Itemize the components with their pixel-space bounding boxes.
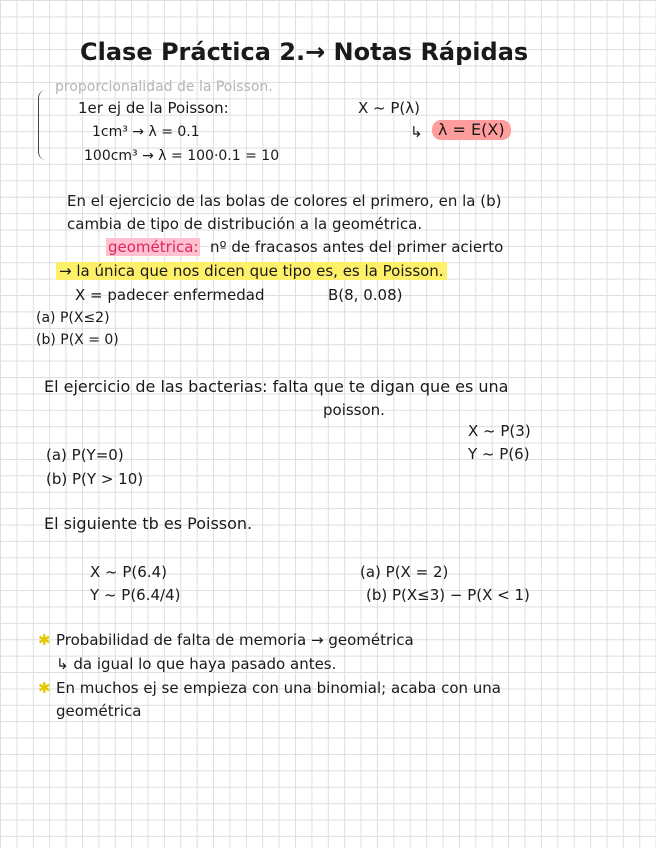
arrow-glyph: ↳ (410, 123, 423, 141)
bacterias-xdist: X ~ P(3) (468, 422, 531, 440)
geometrica-definition: nº de fracasos antes del primer acierto (210, 238, 504, 256)
star-icon: ✱ (38, 679, 51, 697)
poisson-line-3: 100cm³ → λ = 100·0.1 = 10 (84, 148, 280, 164)
bacterias-line-1: El ejercicio de las bacterias: falta que te digan que es una (44, 377, 509, 396)
poisson-line-1: 1er ej de la Poisson: (78, 99, 229, 117)
geometrica-label: geométrica: (108, 238, 199, 256)
poisson-dist: X ~ P(λ) (358, 99, 421, 117)
bolas-item-b: (b) P(X = 0) (36, 332, 119, 348)
note-2: En muchos ej se empieza con una binomial; acaba con una (56, 679, 501, 697)
bolas-line-1: En el ejercicio de las bolas de colores el primero, en la (b) (67, 192, 502, 210)
x-definition: X = padecer enfermedad (75, 286, 265, 304)
left-brace (38, 90, 49, 160)
siguiente-ydist: Y ~ P(6.4/4) (90, 586, 181, 604)
bacterias-item-a: (a) P(Y=0) (46, 446, 124, 464)
siguiente-item-b: (b) P(X≤3) − P(X < 1) (366, 586, 530, 604)
binomial-dist: B(8, 0.08) (328, 286, 403, 304)
faint-subtitle: proporcionalidad de la Poisson. (55, 79, 273, 95)
bacterias-item-b: (b) P(Y > 10) (46, 470, 144, 488)
poisson-line-2: 1cm³ → λ = 0.1 (92, 124, 200, 140)
siguiente-item-a: (a) P(X = 2) (360, 563, 449, 581)
star-icon: ✱ (38, 631, 51, 649)
siguiente-line-1: El siguiente tb es Poisson. (44, 514, 253, 533)
page-title: Clase Práctica 2.→ Notas Rápidas (80, 38, 529, 66)
siguiente-xdist: X ~ P(6.4) (90, 563, 167, 581)
note-2b: geométrica (56, 702, 142, 720)
expectation-highlight: λ = E(X) (432, 120, 511, 140)
bacterias-line-2: poisson. (323, 401, 385, 419)
bacterias-ydist: Y ~ P(6) (468, 445, 530, 463)
bolas-line-2: cambia de tipo de distribución a la geométrica. (67, 215, 423, 233)
poisson-note: → la única que nos dicen que tipo es, es la Poisson. (56, 262, 447, 280)
note-1: Probabilidad de falta de memoria → geométrica (56, 631, 414, 649)
bolas-item-a: (a) P(X≤2) (36, 310, 110, 326)
note-1b: ↳ da igual lo que haya pasado antes. (56, 655, 337, 673)
